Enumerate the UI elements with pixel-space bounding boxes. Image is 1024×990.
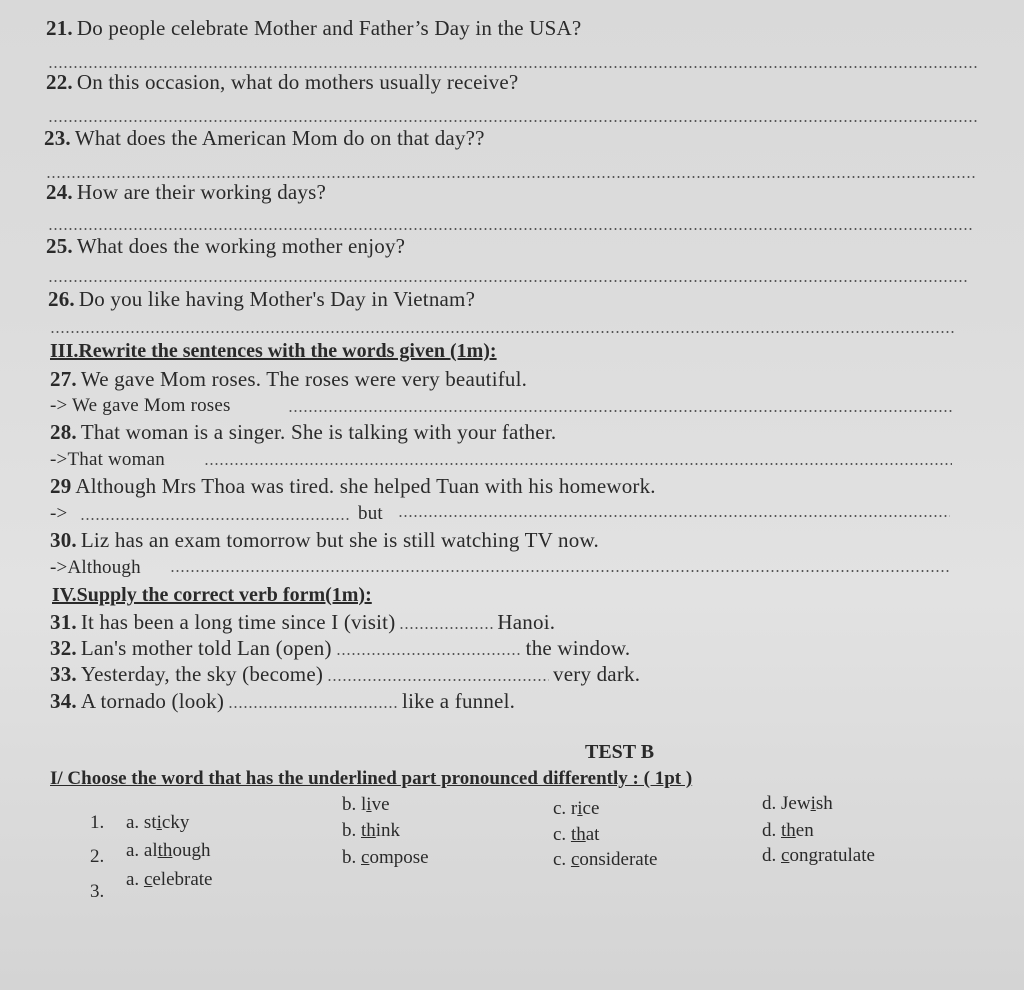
answer-line-22[interactable]: [48, 120, 978, 122]
question-25: 25. What does the working mother enjoy?: [46, 234, 406, 258]
answer-line-23[interactable]: [46, 176, 976, 178]
question-33: 33. Yesterday, the sky (become) very dark.: [50, 662, 641, 686]
answer-line-21[interactable]: [48, 66, 978, 68]
row-1-option-c[interactable]: c. rice: [553, 798, 600, 819]
question-26: 26. Do you like having Mother's Day in Vietnam?: [48, 287, 476, 311]
row-2-option-d[interactable]: d. then: [762, 820, 814, 841]
answer-29: ->: [50, 503, 68, 524]
section-4-heading: IV.Supply the correct verb form(1m):: [52, 584, 372, 606]
answer-line-30[interactable]: [170, 570, 950, 572]
question-28: 28. That woman is a singer. She is talking with your father.: [50, 420, 557, 444]
test-b-heading: I/ Choose the word that has the underlined part pronounced differently : ( 1pt ): [50, 768, 693, 789]
answer-29-but: but: [358, 503, 383, 524]
answer-blank-34[interactable]: [228, 706, 398, 708]
row-1-option-a[interactable]: a. sticky: [126, 812, 190, 833]
question-21: 21. Do people celebrate Mother and Father’s Day in the USA?: [46, 16, 582, 40]
question-30: 30. Liz has an exam tomorrow but she is still watching TV now.: [50, 528, 599, 552]
row-1-option-d[interactable]: d. Jewish: [762, 793, 833, 814]
row-3-num: 3.: [90, 881, 105, 902]
row-2-option-b[interactable]: b. think: [342, 820, 401, 841]
answer-blank-32[interactable]: [336, 653, 522, 655]
question-32: 32. Lan's mother told Lan (open) the window.: [50, 636, 631, 660]
question-27: 27. We gave Mom roses. The roses were very beautiful.: [50, 367, 528, 391]
row-2-option-a[interactable]: a. although: [126, 840, 211, 861]
row-2-option-c[interactable]: c. that: [553, 824, 600, 845]
answer-line-27[interactable]: [288, 410, 954, 412]
section-3-heading: III.Rewrite the sentences with the words given (1m):: [50, 340, 497, 362]
row-1-num: 1.: [90, 812, 105, 833]
question-31: 31. It has been a long time since I (visit) Hanoi.: [50, 610, 556, 634]
question-24: 24. How are their working days?: [46, 180, 327, 204]
question-23: 23. What does the American Mom do on that day??: [44, 126, 485, 150]
answer-28: ->That woman: [50, 449, 165, 470]
row-1-option-b[interactable]: b. live: [342, 794, 390, 815]
answer-line-29a[interactable]: [80, 518, 350, 520]
answer-27: -> We gave Mom roses: [50, 395, 231, 416]
question-34: 34. A tornado (look) like a funnel.: [50, 689, 516, 713]
row-3-option-a[interactable]: a. celebrate: [126, 869, 213, 890]
answer-line-29b[interactable]: [398, 515, 950, 517]
answer-blank-31[interactable]: [399, 627, 493, 629]
question-22: 22. On this occasion, what do mothers usually receive?: [46, 70, 519, 94]
test-b-title: TEST B: [585, 741, 655, 763]
row-3-option-c[interactable]: c. considerate: [553, 849, 658, 870]
answer-30: ->Although: [50, 557, 141, 578]
row-3-option-b[interactable]: b. compose: [342, 847, 429, 868]
answer-line-25[interactable]: [48, 280, 968, 282]
answer-line-26[interactable]: [50, 331, 956, 333]
answer-line-28[interactable]: [204, 463, 952, 465]
answer-blank-33[interactable]: [327, 679, 549, 681]
question-29: 29 Although Mrs Thoa was tired. she helped Tuan with his homework.: [50, 474, 656, 498]
answer-line-24[interactable]: [48, 228, 974, 230]
row-3-option-d[interactable]: d. congratulate: [762, 845, 875, 866]
row-2-num: 2.: [90, 846, 105, 867]
